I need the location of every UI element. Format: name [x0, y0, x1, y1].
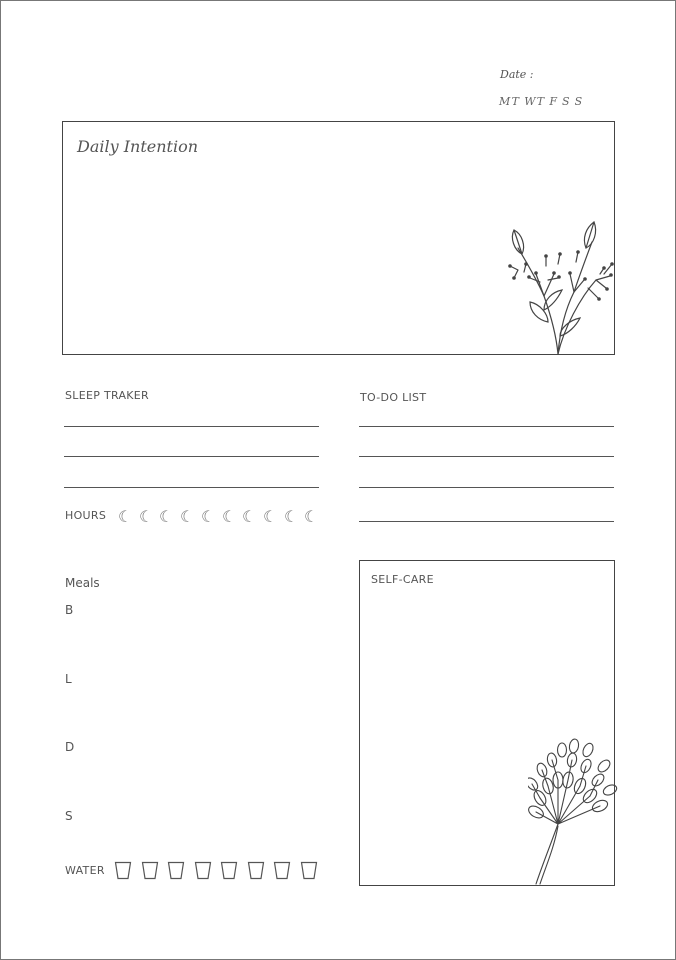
meal-dinner-label: D	[65, 740, 75, 754]
crescent-moon-icon[interactable]: ☾	[304, 507, 319, 526]
crescent-moon-icon[interactable]: ☾	[139, 507, 154, 526]
sleep-tracker-title: SLEEP TRAKER	[65, 389, 149, 402]
todo-list-title: TO-DO LIST	[360, 391, 427, 404]
todo-line-1[interactable]	[359, 426, 614, 427]
water-glass-icon[interactable]	[114, 861, 132, 880]
weekday-row	[499, 95, 587, 108]
self-care-title: SELF-CARE	[371, 573, 434, 586]
water-glass-icon[interactable]	[141, 861, 159, 880]
meal-snack-label: S	[65, 809, 73, 823]
water-glass-icon[interactable]	[247, 861, 265, 880]
crescent-moon-icon[interactable]: ☾	[222, 507, 237, 526]
crescent-moon-icon[interactable]: ☾	[201, 507, 216, 526]
meals-title: Meals	[65, 576, 100, 590]
water-glass-icon[interactable]	[167, 861, 185, 880]
water-glass-icon[interactable]	[194, 861, 212, 880]
sleep-line-1[interactable]	[64, 426, 319, 427]
weekday-sun[interactable]: S	[574, 95, 583, 108]
daily-intention-title: Daily Intention	[77, 137, 199, 156]
flower-bouquet-illustration	[528, 736, 618, 886]
weekday-sat[interactable]: S	[561, 95, 570, 108]
todo-line-2[interactable]	[359, 456, 614, 457]
crescent-moon-icon[interactable]: ☾	[118, 507, 133, 526]
meal-breakfast-label: B	[65, 603, 74, 617]
todo-line-3[interactable]	[359, 487, 614, 488]
date-label: Date :	[500, 68, 534, 81]
water-glass-icon[interactable]	[220, 861, 238, 880]
sleep-line-3[interactable]	[64, 487, 319, 488]
crescent-moon-icon[interactable]: ☾	[180, 507, 195, 526]
water-glass-icon[interactable]	[273, 861, 291, 880]
weekday-mon[interactable]: M	[499, 95, 511, 108]
weekday-wed[interactable]: W	[524, 95, 536, 108]
leaf-sprig-illustration	[500, 218, 618, 356]
water-glass-icon[interactable]	[300, 861, 318, 880]
crescent-moon-icon[interactable]: ☾	[159, 507, 174, 526]
meal-lunch-label: L	[65, 672, 72, 686]
crescent-moon-icon[interactable]: ☾	[284, 507, 299, 526]
hours-label: HOURS	[65, 509, 107, 522]
crescent-moon-icon[interactable]: ☾	[263, 507, 278, 526]
weekday-fri[interactable]: F	[549, 95, 558, 108]
water-label: WATER	[65, 864, 105, 877]
sleep-line-2[interactable]	[64, 456, 319, 457]
weekday-tue[interactable]: T	[511, 95, 519, 108]
todo-line-4[interactable]	[359, 521, 614, 522]
weekday-thu[interactable]: T	[536, 95, 545, 108]
crescent-moon-icon[interactable]: ☾	[242, 507, 257, 526]
